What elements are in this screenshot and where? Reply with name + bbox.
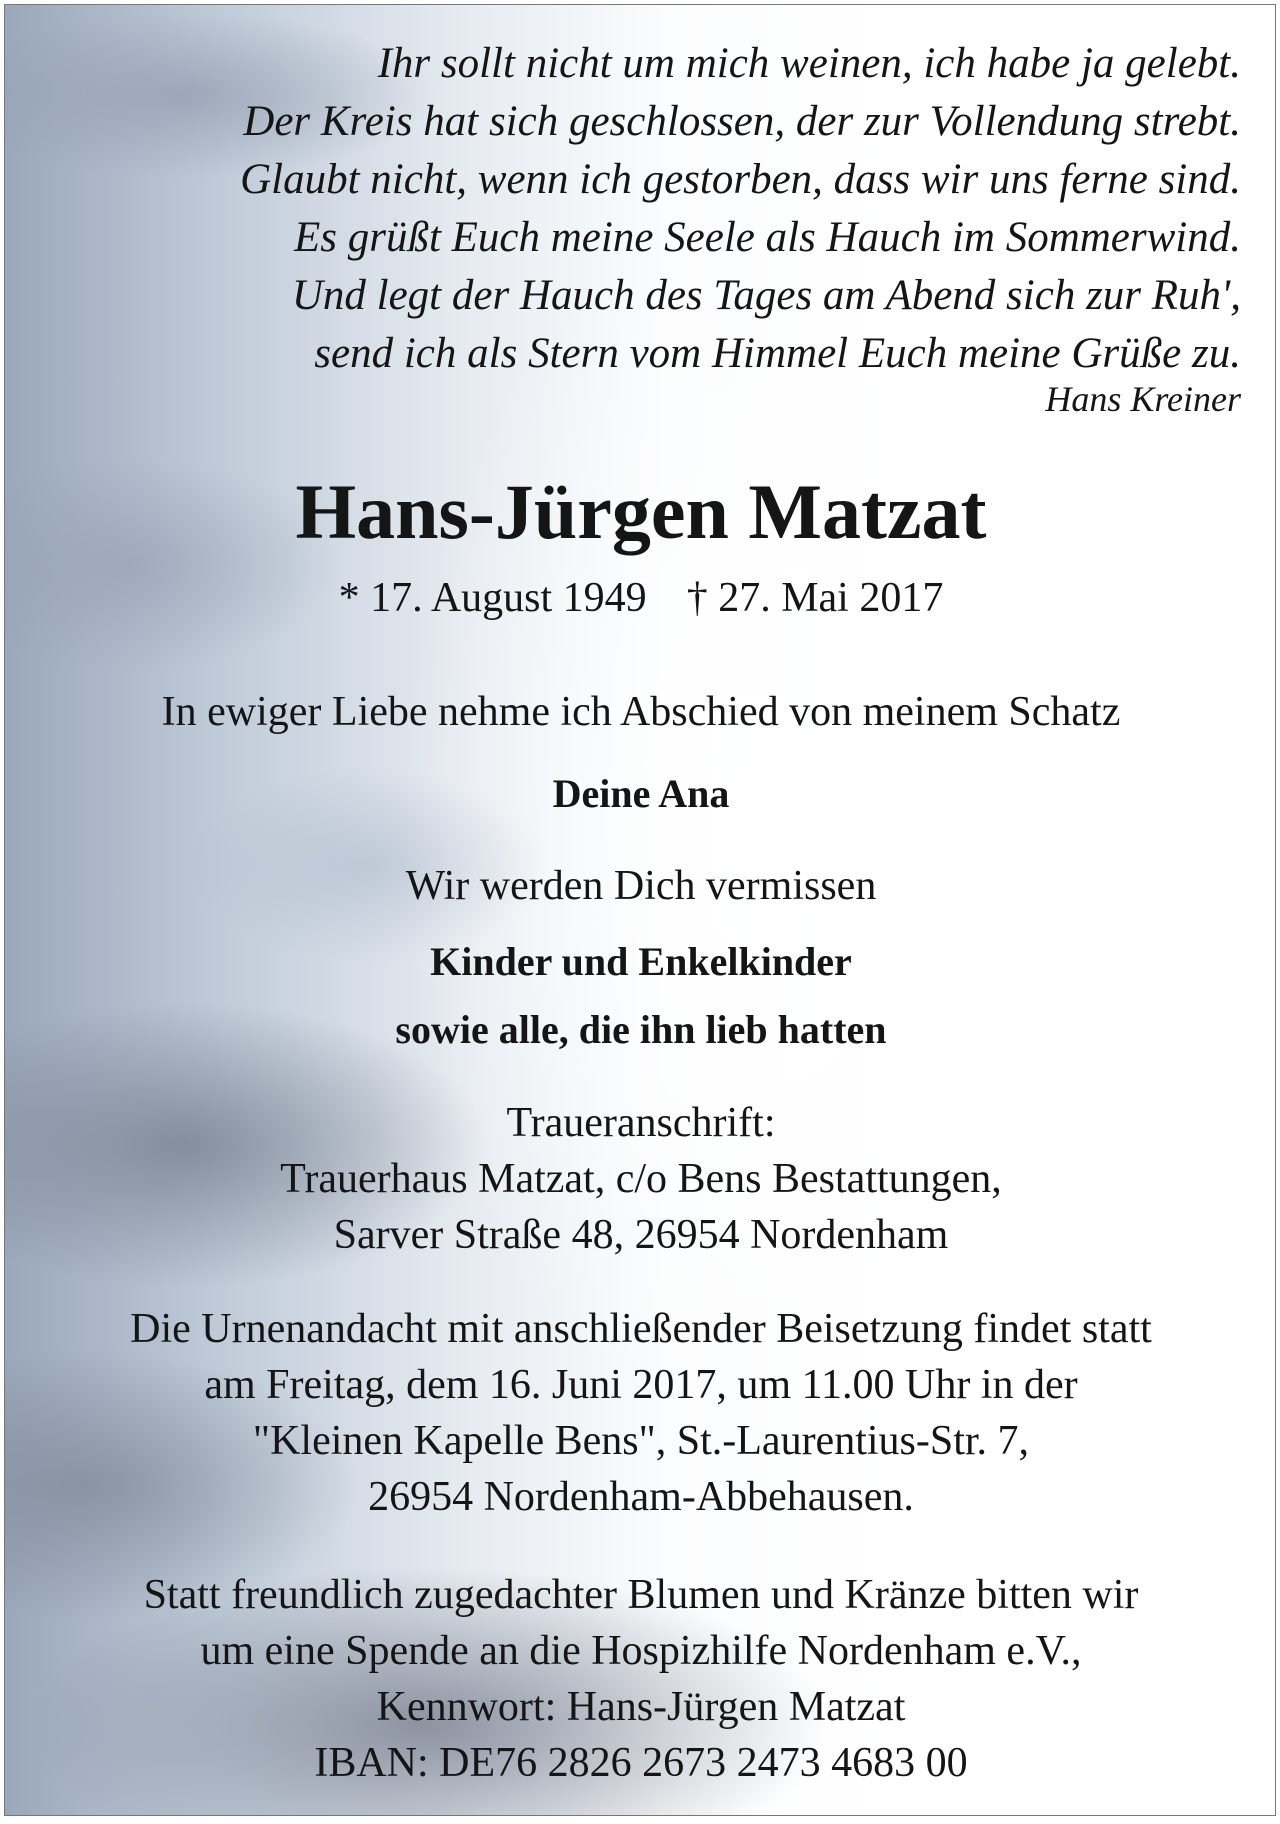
family-signers: Kinder und Enkelkinder	[430, 939, 852, 984]
miss-text: Wir werden Dich vermissen	[405, 863, 877, 909]
life-dates	[5, 573, 1276, 623]
service-line: Die Urnenandacht mit anschließender Beisetzung findet statt	[130, 1306, 1152, 1352]
service-line: "Kleinen Kapelle Bens", St.-Laurentius-Str. 7,	[252, 1418, 1030, 1464]
address-line: Sarver Straße 48, 26954 Nordenham	[333, 1212, 949, 1258]
obituary-notice	[4, 4, 1276, 1816]
donation-line: Kennwort: Hans-Jürgen Matzat	[376, 1684, 906, 1730]
deceased-name: Hans-Jürgen Matzat	[295, 468, 987, 555]
address-line: Traueranschrift:	[506, 1100, 776, 1146]
poem-line: Und legt der Hauch des Tages am Abend sich zur Ruh',	[291, 272, 1241, 319]
farewell-text: In ewiger Liebe nehme ich Abschied von meinem Schatz	[161, 689, 1121, 735]
death-date: † 27. Mai 2017	[686, 575, 944, 621]
mourning-address	[5, 1095, 1276, 1263]
poem-line: Es grüßt Euch meine Seele als Hauch im Sommerwind.	[293, 214, 1241, 261]
poem-line: Ihr sollt nicht um mich weinen, ich habe ja gelebt.	[377, 40, 1241, 87]
donation-line: um eine Spende an die Hospizhilfe Nordenham e.V.,	[200, 1628, 1082, 1674]
poem-author: Hans Kreiner	[1045, 379, 1241, 419]
donation-info	[5, 1567, 1276, 1791]
birth-date: * 17. August 1949	[338, 575, 647, 621]
poem-line: Glaubt nicht, wenn ich gestorben, dass wir uns ferne sind.	[240, 156, 1241, 203]
iban-line: IBAN: DE76 2826 2673 2473 4683 00	[314, 1740, 968, 1786]
donation-line: Statt freundlich zugedachter Blumen und Kränze bitten wir	[143, 1572, 1139, 1618]
other-signers: sowie alle, die ihn lieb hatten	[395, 1007, 887, 1052]
address-line: Trauerhaus Matzat, c/o Bens Bestattungen,	[280, 1156, 1002, 1202]
poem-line: send ich als Stern vom Himmel Euch meine Grüße zu.	[314, 330, 1241, 377]
service-line: am Freitag, dem 16. Juni 2017, um 11.00 Uhr in der	[204, 1362, 1078, 1408]
service-line: 26954 Nordenham-Abbehausen.	[368, 1474, 914, 1520]
service-info	[5, 1301, 1276, 1525]
poem	[41, 35, 1241, 383]
signer-name: Deine Ana	[552, 771, 730, 816]
poem-line: Der Kreis hat sich geschlossen, der zur Vollendung strebt.	[243, 98, 1241, 145]
